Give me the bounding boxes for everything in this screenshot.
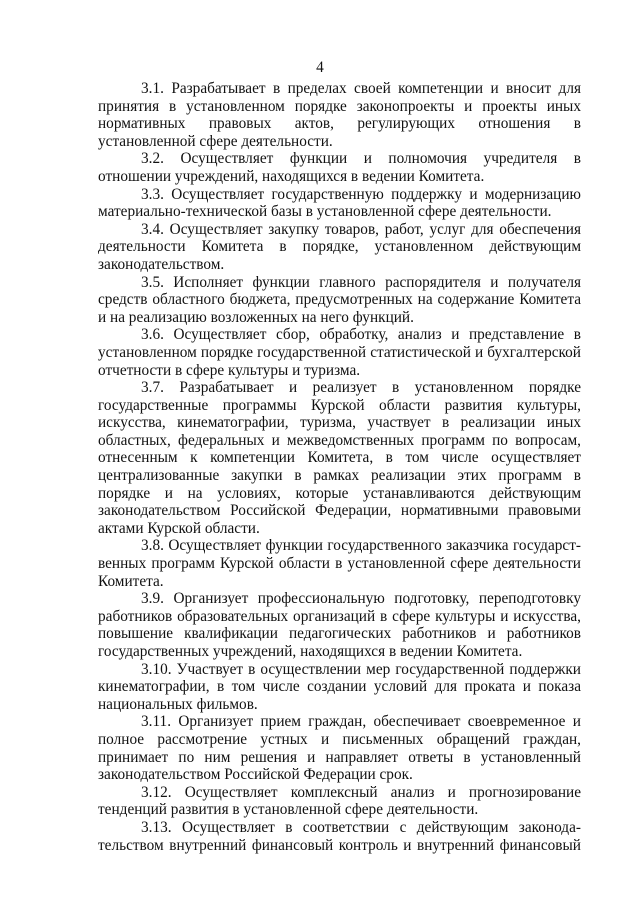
paragraph-3-12: 3.12. Осуществляет комплексный анализ и прогнозирование тенденций развития в установленной сфере деятельности. [98,783,581,819]
paragraph-3-13: 3.13. Осуществляет в соответствии с действующим законодательством внутренний финансовый контроль и внутренний финансовый [98,818,581,854]
paragraph-3-9: 3.9. Организует профессиональную подготовку, переподготовку работников образовательных организаций в сфере культуры и искусства, повышение квалификации педагогических работников и работников государственных учреждений, находящихся в ведении Комитета. [98,590,581,660]
paragraph-3-2: 3.2. Осуществляет функции и полномочия учредителя в отношении учреждений, находящихся в ведении Комитета. [98,150,581,185]
paragraph-3-1: 3.1. Разрабатывает в пределах своей компетенции и вносит для принятия в установленном порядке законопроекты и проекты иных нормативных правовых актов, регулирующих отношения в установленной сфере деятельности. [98,80,581,150]
paragraph-3-6: 3.6. Осуществляет сбор, обработку, анализ и представление в установленном порядке государственной статистической и бухгалтерской отчетности в сфере культуры и туризма. [98,326,581,379]
page-number: 4 [316,59,324,76]
document-body [98,80,581,854]
paragraph-3-10: 3.10. Участвует в осуществлении мер государственной поддержки кинематографии, в том числе создании условий для проката и показа национальных фильмов. [98,660,581,713]
paragraph-3-8: 3.8. Осуществляет функции государственного заказчика государственных программ Курской области в установленной сфере деятельности Комитета. [98,537,581,590]
paragraph-3-11: 3.11. Организует прием граждан, обеспечивает своевременное и полное рассмотрение устных и письменных обращений граждан, принимает по ним решения и направляет ответы в установленный законодательством Российской Федерации срок. [98,713,581,784]
paragraph-3-5: 3.5. Исполняет функции главного распорядителя и получателя средств областного бюджета, предусмотренных на содержание Комитета и на реализацию возложенных на него функций. [98,273,581,326]
paragraph-3-7: 3.7. Разрабатывает и реализует в установленном порядке государственные программы Курской области развития культуры, искусства, кинематографии, туризма, участвует в реализации иных областных, федеральных и межведомственных программ по вопросам, отнесенным к компетенции Комитета, в том числе осуществляет централизованные закупки в рамках реализации этих программ в порядке и на условиях, которые устанавливаются действующим законодательством Российской Федерации, нормативными правовыми актами Курской области. [98,379,581,537]
paragraph-3-3: 3.3. Осуществляет государственную поддержку и модернизацию материально-технической базы в установленной сфере деятельности. [98,185,581,221]
paragraph-3-4: 3.4. Осуществляет закупку товаров, работ, услуг для обеспечения деятельности Комитета в порядке, установленном действующим законодательством. [98,220,581,273]
